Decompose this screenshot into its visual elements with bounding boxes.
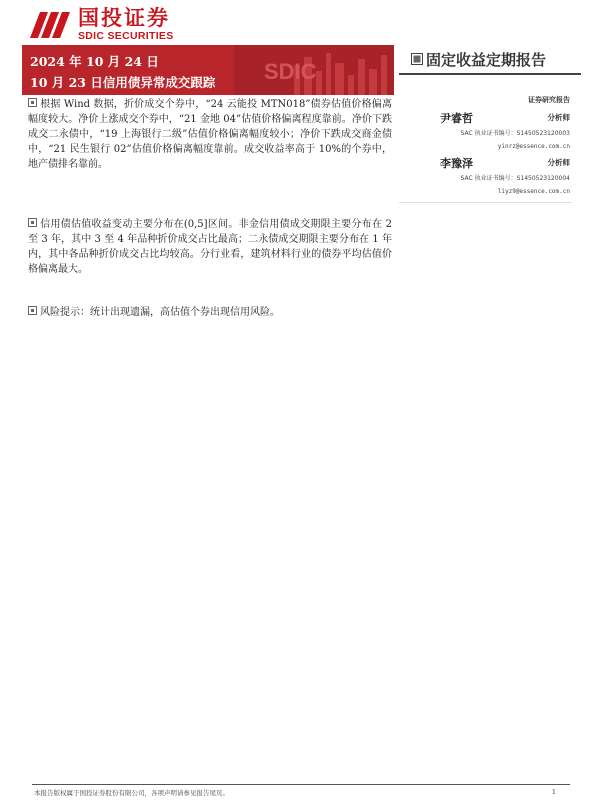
analyst-email[interactable]: yinrz@essence.com.cn: [497, 143, 570, 150]
analyst-email[interactable]: liyz9@essence.com.cn: [497, 188, 570, 195]
bullet-square-icon: [28, 218, 37, 227]
document-icon: [411, 53, 423, 65]
logo-name-cn: 国投证券: [78, 6, 170, 30]
footer-disclaimer: 本报告版权属于国投证券股份有限公司，各项声明请参见报告尾页。: [34, 789, 229, 797]
summary-paragraph: [28, 217, 392, 277]
page-number: 1: [551, 788, 556, 796]
analyst-cert: SAC 执业证书编号：S1450523120003: [460, 130, 570, 137]
sdic-logo-mark-icon: [30, 12, 74, 38]
banner-skyline-decoration: [234, 45, 394, 95]
summary-text: 根据 Wind 数据，折价成交个券中，“24 云能投 MTN018”债券估值价格偏离幅度较大。净价上涨成交个券中，“21 金地 04”估值价格偏离程度靠前。净价下跌成交二永债中，“19 上海银行二级”估值价格偏离幅度较小；净价下跌成交商金债中，“21 民生银行 02”估值价格偏离幅度靠前。成交收益率高于 10%的个券中，地产债排名靠前。: [28, 99, 392, 170]
report-type-label: 固定收益定期报告: [426, 50, 547, 69]
risk-warning: [28, 305, 392, 320]
footer-divider: [32, 784, 570, 785]
risk-text: 风险提示：统计出现遗漏，高估值个券出现信用风险。: [40, 307, 280, 318]
summary-paragraph: [28, 97, 392, 172]
summary-text: 信用债估值收益变动主要分布在(0,5]区间。非金信用债成交期限主要分布在 2 至 3 年，其中 3 至 4 年品种折价成交占比最高；二永债成交期限主要分布在 1 年内，其中各品种折价成交占比均较高。分行业看，建筑材料行业的债券平均估值价格偏离最大。: [28, 219, 392, 275]
analyst-name: 李豫泽: [440, 157, 473, 170]
report-type-header: [399, 45, 581, 75]
bullet-square-icon: [28, 98, 37, 107]
bullet-square-icon: [28, 306, 37, 315]
sidebar-divider: [399, 202, 572, 203]
analyst-role: 分析师: [547, 158, 570, 167]
company-logo: [30, 8, 174, 42]
report-title: 10 月 23 日信用债异常成交跟踪: [30, 75, 216, 90]
analyst-name: 尹睿哲: [440, 112, 473, 125]
title-banner: [22, 45, 394, 95]
analyst-role: 分析师: [547, 113, 570, 122]
banner-watermark: SDIC: [264, 59, 317, 84]
column-subtitle: 证券研究报告: [528, 95, 570, 104]
analyst-cert: SAC 执业证书编号：S1450523120004: [460, 175, 570, 182]
logo-name-en: SDIC SECURITIES: [78, 30, 174, 42]
report-date: 2024 年 10 月 24 日: [30, 54, 159, 69]
